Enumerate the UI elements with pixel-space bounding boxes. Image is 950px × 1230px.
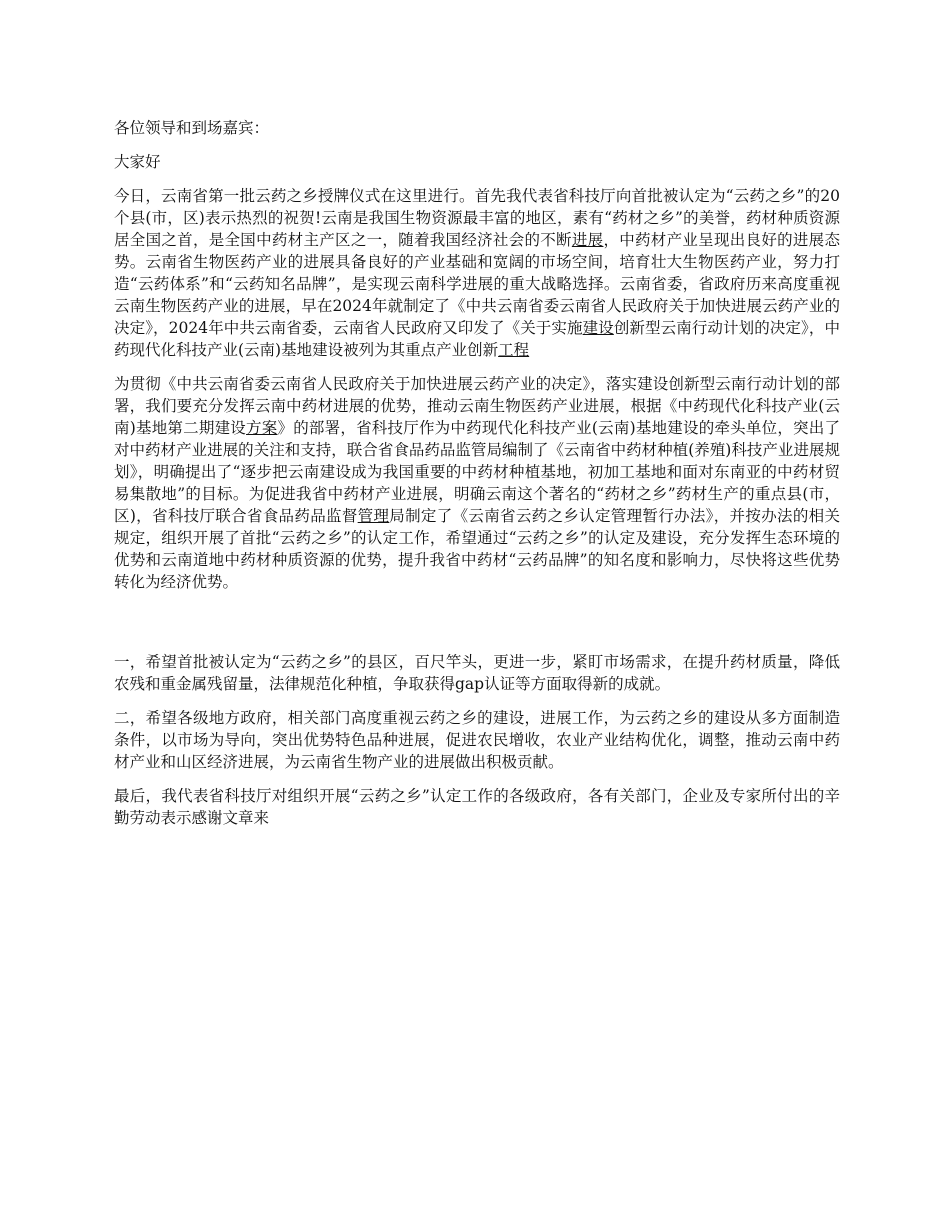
- paragraph-4: 二，希望各级地方政府，相关部门高度重视云药之乡的建设，进展工作，为云药之乡的建设从多方面制造条件，以市场为导向，突出优势特色品种进展，促进农民增收，农业产业结构优化，调整，推动云南中药材产业和山区经济进展，为云南省生物产业的进展做出积极贡献。: [114, 709, 840, 771]
- salutation: 大家好: [114, 153, 161, 171]
- paragraph-1-text-a: 今日，云南省第一批云药之乡授牌仪式在这里进行。首先我代表省科技厅向首批被认定为“云药之乡”的20个县(市，区)表示热烈的祝贺!云南是我国生物资源最丰富的地区，素有“药材之乡”的美誉，药材种质资源居全国之首，是全国中药材主产区之一，随着我国经济社会的不断: [114, 187, 840, 249]
- paragraph-1: [114, 185, 840, 361]
- document-body: [114, 117, 840, 829]
- paragraph-2-text-b: 》的部署，省科技厅作为中药现代化科技产业(云南)基地建设的牵头单位，突出了对中药材产业进展的关注和支持，联合省食品药品监管局编制了《云南省中药材种植(养殖)科技产业进展规划》，明确提出了“逐步把云南建设成为我国重要的中药材种植基地，初加工基地和面对东南亚的中药材贸易集散地”的目标。为促进我省中药材产业进展，明确云南这个著名的“药材之乡”药材生产的重点县(市，区)，省科技厅联合省食品药品监督: [114, 419, 840, 525]
- paragraph-1-text-b: ，中药材产业呈现出良好的进展态势。云南省生物医药产业的进展具备良好的产业基础和宽阔的市场空间，培育壮大生物医药产业，努力打造“云药体系”和“云药知名品牌”，是实现云南科学进展的重大战略选择。云南省委，省政府历来高度重视云南生物医药产业的进展，早在2024年就制定了《中共云南省委云南省人民政府关于加快进展云药产业的决定》，2024年中共云南省委，云南省人民政府又印发了《关于实施: [114, 231, 840, 337]
- paragraph-1-text-c: 创新型云南行动计划的决定》，中药现代化科技产业(云南)基地建设被列为其重点产业创新: [114, 319, 840, 359]
- paragraph-2-text-a: 为贯彻《中共云南省委云南省人民政府关于加快进展云药产业的决定》，落实建设创新型云南行动计划的部署，我们要充分发挥云南中药材进展的优势，推动云南生物医药产业进展，根据《中药现代化科技产业(云南)基地第二期建设: [114, 375, 840, 437]
- paragraph-2-text-c: 局制定了《云南省云药之乡认定管理暂行办法》，并按办法的相关规定，组织开展了首批“云药之乡”的认定工作，希望通过“云药之乡”的认定及建设，充分发挥生态环境的优势和云南道地中药材种质资源的优势，提升我省中药材“云药品牌”的知名度和影响力，尽快将这些优势转化为经济优势。: [114, 507, 840, 591]
- link-jianshe[interactable]: 建设: [582, 319, 614, 337]
- link-gongcheng[interactable]: 工程: [498, 341, 530, 359]
- link-fangan[interactable]: 方案: [246, 419, 278, 437]
- paragraph-3: 一，希望首批被认定为“云药之乡”的县区，百尺竿头，更进一步，紧盯市场需求，在提升药材质量，降低农残和重金属残留量，法律规范化种植，争取获得gap认证等方面取得新的成就。: [114, 653, 840, 693]
- link-jinzhan[interactable]: 进展: [571, 231, 604, 249]
- greeting: 各位领导和到场嘉宾：: [114, 119, 270, 137]
- paragraph-2: [114, 373, 840, 593]
- link-guanli[interactable]: 管理: [357, 507, 390, 525]
- paragraph-5: 最后，我代表省科技厅对组织开展“云药之乡”认定工作的各级政府，各有关部门，企业及专家所付出的辛勤劳动表示感谢文章来: [114, 787, 840, 827]
